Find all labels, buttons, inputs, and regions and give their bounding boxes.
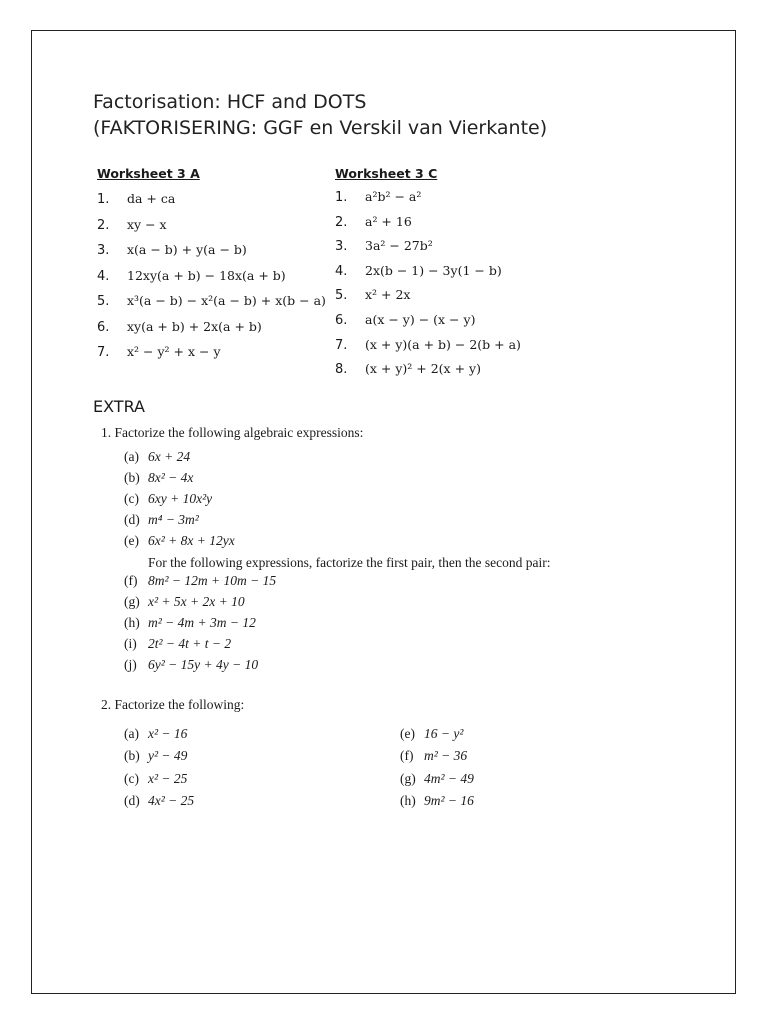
worksheet-a-heading: Worksheet 3 A (97, 166, 200, 181)
list-item (124, 491, 235, 512)
question-2-heading: 2. Factorize the following: (101, 697, 245, 712)
worksheet-c-heading: Worksheet 3 C (335, 166, 438, 181)
extra-heading: EXTRA (93, 397, 145, 416)
item-expression: 9m² − 16 (424, 792, 474, 808)
worksheet-c-item (335, 311, 521, 336)
item-label: (d) (124, 511, 140, 527)
worksheet-c-item (335, 286, 521, 311)
item-label: (g) (400, 770, 416, 786)
item-expression: a²b² − a² (365, 189, 422, 204)
item-expression: a(x − y) − (x − y) (365, 311, 476, 327)
item-expression: y² − 49 (148, 748, 188, 764)
item-number: 7. (97, 345, 110, 360)
item-expression: x(a − b) + y(a − b) (127, 242, 247, 257)
item-expression: 4x² − 25 (148, 792, 195, 808)
worksheet-a-item (97, 343, 326, 369)
worksheet-c-item (335, 336, 521, 361)
question-2-right-column (400, 726, 474, 815)
item-label: (g) (124, 593, 140, 609)
item-expression: 2x(b − 1) − 3y(1 − b) (365, 262, 502, 278)
item-label: (b) (124, 469, 140, 485)
item-expression: 2t² − 4t + t − 2 (148, 635, 232, 651)
item-expression: 6x² + 8x + 12yx (148, 532, 235, 548)
page-title (93, 89, 547, 141)
worksheet-a-item (97, 292, 326, 318)
item-expression: (x + y)(a + b) − 2(b + a) (365, 336, 521, 352)
item-expression: m² − 36 (424, 748, 468, 764)
item-expression: 8m² − 12m + 10m − 15 (148, 573, 277, 588)
list-item (400, 793, 474, 815)
item-expression: xy(a + b) + 2x(a + b) (127, 318, 262, 334)
item-number: 3. (335, 239, 348, 255)
worksheet-c-list (335, 188, 521, 385)
list-item (124, 657, 276, 678)
list-item (124, 594, 276, 615)
item-number: 5. (335, 288, 348, 304)
item-number: 7. (335, 337, 348, 353)
list-item (400, 771, 474, 793)
item-expression: 16 − y² (424, 726, 464, 741)
list-item (124, 793, 194, 815)
worksheet-a-item (97, 190, 326, 216)
worksheet-c-item (335, 188, 521, 213)
item-label: (i) (124, 635, 137, 651)
item-expression: 8x² − 4x (148, 469, 194, 485)
list-item (124, 771, 194, 793)
list-item (124, 615, 276, 636)
item-expression: 6xy + 10x²y (148, 490, 213, 506)
item-expression: 6x + 24 (148, 449, 191, 464)
item-expression: x² + 2x (365, 287, 411, 303)
worksheet-c-item (335, 213, 521, 238)
item-number: 3. (97, 243, 110, 258)
item-number: 1. (97, 192, 110, 207)
item-expression: 3a² − 27b² (365, 238, 433, 254)
list-item (124, 512, 235, 533)
title-line-1: Factorisation: HCF and DOTS (93, 91, 367, 113)
item-label: (d) (124, 792, 140, 808)
item-number: 4. (97, 268, 110, 284)
list-item (124, 533, 235, 554)
item-expression: x² − y² + x − y (127, 344, 221, 359)
list-item (124, 726, 194, 748)
item-expression: da + ca (127, 191, 176, 206)
item-expression: 12xy(a + b) − 18x(a + b) (127, 267, 286, 283)
item-expression: x² + 5x + 2x + 10 (148, 593, 245, 609)
item-number: 5. (97, 294, 110, 309)
worksheet-c-item (335, 360, 521, 385)
question-2-left-column (124, 726, 194, 815)
question-1-instruction: For the following expressions, factorize the first pair, then the second pair: (148, 555, 551, 570)
item-number: 8. (335, 362, 348, 378)
item-number: 2. (335, 214, 348, 230)
item-label: (b) (124, 748, 140, 764)
worksheet-a-item (97, 241, 326, 267)
list-item (400, 748, 474, 770)
item-expression: m² − 4m + 3m − 12 (148, 614, 256, 630)
item-expression: 4m² − 49 (424, 770, 474, 786)
item-expression: m⁴ − 3m² (148, 511, 199, 527)
list-item (124, 449, 235, 470)
item-expression: a² + 16 (365, 213, 412, 229)
item-label: (f) (124, 573, 138, 588)
list-item (124, 573, 276, 594)
item-label: (h) (400, 792, 416, 808)
list-item (124, 748, 194, 770)
question-1-list-a (124, 449, 235, 553)
item-number: 6. (97, 319, 110, 335)
list-item (400, 726, 474, 748)
item-number: 6. (335, 312, 348, 328)
list-item (124, 470, 235, 491)
list-item (124, 636, 276, 657)
worksheet-a-item (97, 318, 326, 344)
worksheet-a-item (97, 216, 326, 242)
item-number: 2. (97, 217, 110, 233)
item-expression: xy − x (127, 216, 167, 232)
worksheet-a-item (97, 267, 326, 293)
question-1-heading: 1. Factorize the following algebraic expressions: (101, 425, 364, 440)
item-label: (e) (400, 726, 415, 741)
question-1-list-b (124, 573, 276, 677)
item-label: (f) (400, 748, 414, 764)
item-label: (a) (124, 449, 139, 464)
worksheet-c-item (335, 237, 521, 262)
item-expression: (x + y)² + 2(x + y) (365, 361, 481, 377)
worksheet-c-item (335, 262, 521, 287)
worksheet-a-list (97, 190, 326, 369)
item-label: (e) (124, 532, 139, 548)
item-label: (a) (124, 726, 139, 741)
item-expression: 6y² − 15y + 4y − 10 (148, 656, 259, 672)
title-line-2: (FAKTORISERING: GGF en Verskil van Vierkante) (93, 117, 548, 139)
item-label: (j) (124, 656, 137, 672)
item-label: (h) (124, 614, 140, 630)
item-label: (c) (124, 770, 139, 786)
item-number: 4. (335, 263, 348, 279)
item-number: 1. (335, 190, 348, 205)
item-label: (c) (124, 490, 139, 506)
item-expression: x³(a − b) − x²(a − b) + x(b − a) (127, 293, 326, 308)
item-expression: x² − 25 (148, 770, 188, 786)
item-expression: x² − 16 (148, 726, 188, 741)
